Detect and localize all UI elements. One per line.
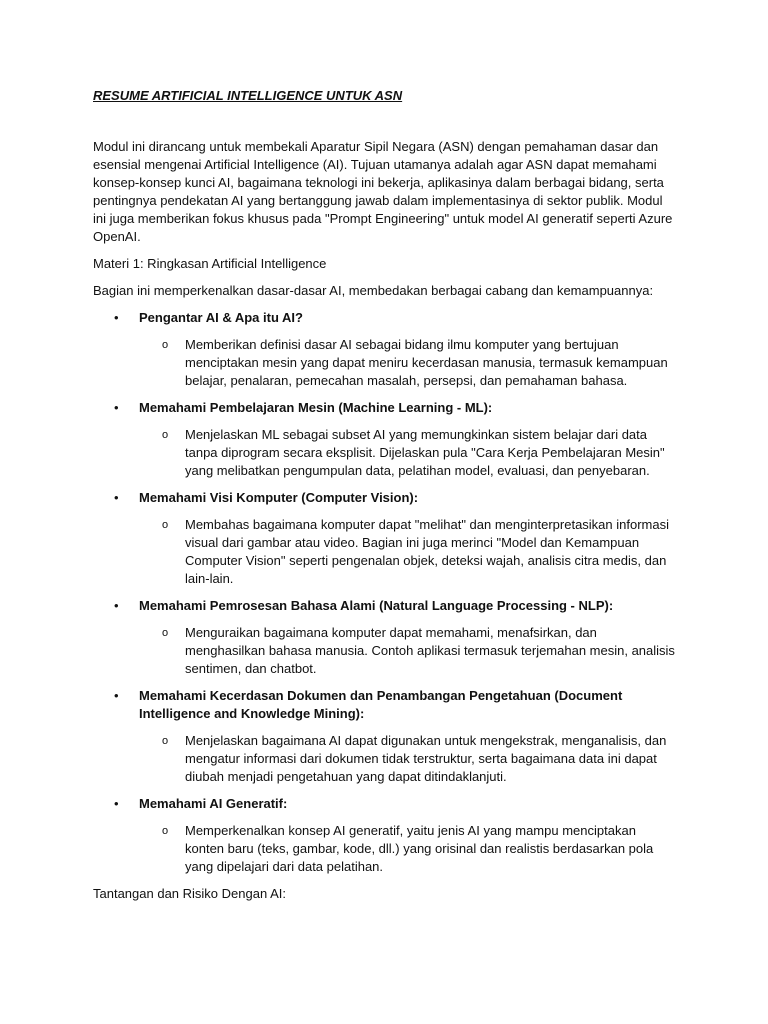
bullet-icon: • — [114, 688, 119, 703]
topic-item — [93, 597, 678, 678]
sub-item — [139, 516, 678, 588]
circle-bullet-icon: o — [162, 429, 169, 441]
topic-detail: Menjelaskan bagaimana AI dapat digunakan untuk mengekstrak, menganalisis, dan mengatur informasi dari dokumen tidak terstruktur, serta bagaimana data ini dapat diubah menjadi pengetahuan yang dapat ditindaklanjuti. — [185, 733, 667, 784]
topic-item — [93, 795, 678, 876]
topic-item — [93, 309, 678, 390]
bullet-icon: • — [114, 598, 119, 613]
topic-detail: Membahas bagaimana komputer dapat "melihat" dan menginterpretasikan informasi visual dari gambar atau video. Bagian ini juga merinci "Model dan Kemampuan Computer Vision" seperti pengenalan objek, deteksi wajah, analisis citra medis, dan lain-lain. — [185, 517, 669, 586]
sub-item — [139, 732, 678, 786]
circle-bullet-icon: o — [162, 735, 169, 747]
sub-item — [139, 336, 678, 390]
intro-paragraph: Modul ini dirancang untuk membekali Aparatur Sipil Negara (ASN) dengan pemahaman dasar dan esensial mengenai Artificial Intelligence (AI). Tujuan utamanya adalah agar ASN dapat memahami konsep-konsep kunci AI, bagaimana teknologi ini bekerja, aplikasinya dalam berbagai bidang, serta pentingnya pendekatan AI yang bertanggung jawab dalam implementasinya di sektor publik. Modul ini juga memberikan fokus khusus pada "Prompt Engineering" untuk model AI generatif seperti Azure OpenAI. — [93, 139, 673, 244]
topic-item — [93, 687, 678, 786]
topic-detail: Menjelaskan ML sebagai subset AI yang memungkinkan sistem belajar dari data tanpa diprogram secara eksplisit. Dijelaskan pula "Cara Kerja Pembelajaran Mesin" yang melibatkan pengumpulan data, pelatihan model, evaluasi, dan penyebaran. — [185, 427, 665, 478]
topic-title: Memahami Pemrosesan Bahasa Alami (Natural Language Processing - NLP): — [139, 598, 614, 613]
sub-item — [139, 624, 678, 678]
materi-heading: Materi 1: Ringkasan Artificial Intelligence — [93, 256, 327, 271]
topic-title: Memahami Pembelajaran Mesin (Machine Learning - ML): — [139, 400, 493, 415]
topic-title: Memahami Kecerdasan Dokumen dan Penambangan Pengetahuan (Document Intelligence and Knowledge Mining): — [139, 688, 623, 721]
bullet-icon: • — [114, 400, 119, 415]
circle-bullet-icon: o — [162, 627, 169, 639]
sub-item — [139, 822, 678, 876]
topic-title: Memahami Visi Komputer (Computer Vision): — [139, 490, 419, 505]
topic-list — [93, 309, 678, 876]
topic-title: Memahami AI Generatif: — [139, 796, 288, 811]
topic-title: Pengantar AI & Apa itu AI? — [139, 310, 303, 325]
section-intro: Bagian ini memperkenalkan dasar-dasar AI, membedakan berbagai cabang dan kemampuannya: — [93, 283, 654, 298]
circle-bullet-icon: o — [162, 519, 169, 531]
closing-heading: Tantangan dan Risiko Dengan AI: — [93, 886, 286, 901]
bullet-icon: • — [114, 796, 119, 811]
sub-item — [139, 426, 678, 480]
topic-detail: Memperkenalkan konsep AI generatif, yaitu jenis AI yang mampu menciptakan konten baru (teks, gambar, kode, dll.) yang orisinal dan realistis berdasarkan pola yang dipelajari dari data pelatihan. — [185, 823, 654, 874]
circle-bullet-icon: o — [162, 825, 169, 837]
topic-item — [93, 399, 678, 480]
topic-item — [93, 489, 678, 588]
circle-bullet-icon: o — [162, 339, 169, 351]
document-title: RESUME ARTIFICIAL INTELLIGENCE UNTUK ASN — [93, 88, 403, 103]
document-page — [93, 87, 678, 903]
topic-detail: Memberikan definisi dasar AI sebagai bidang ilmu komputer yang bertujuan menciptakan mesin yang dapat meniru kecerdasan manusia, termasuk kemampuan belajar, penalaran, pemecahan masalah, persepsi, dan pemahaman bahasa. — [185, 337, 668, 388]
topic-detail: Menguraikan bagaimana komputer dapat memahami, menafsirkan, dan menghasilkan bahasa manusia. Contoh aplikasi termasuk terjemahan mesin, analisis sentimen, dan chatbot. — [185, 625, 675, 676]
bullet-icon: • — [114, 310, 119, 325]
bullet-icon: • — [114, 490, 119, 505]
